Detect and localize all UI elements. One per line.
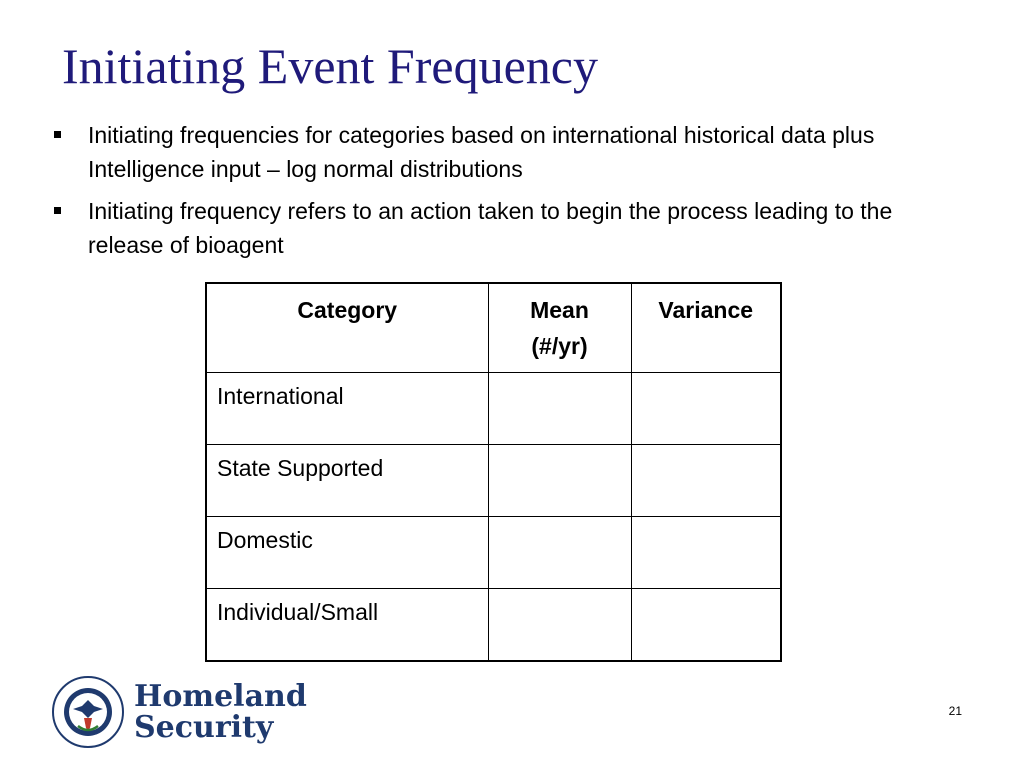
bullet-text: Initiating frequencies for categories based on international historical data plus Intelligence input – log normal distributions: [88, 122, 875, 182]
header-mean-label: Mean: [530, 297, 589, 323]
cell-mean: [488, 373, 631, 445]
slide-title: Initiating Event Frequency: [62, 38, 598, 94]
cell-category: International: [206, 373, 488, 445]
cell-variance: [631, 445, 781, 517]
cell-variance: [631, 589, 781, 661]
cell-variance: [631, 517, 781, 589]
cell-category: Individual/Small: [206, 589, 488, 661]
table-row: [206, 373, 781, 445]
homeland-security-logo: [52, 676, 307, 748]
bullet-item: [54, 118, 974, 186]
table-row: [206, 517, 781, 589]
dhs-seal-icon: [52, 676, 124, 748]
square-bullet-icon: [54, 207, 61, 214]
logo-line-homeland: Homeland: [134, 679, 307, 714]
header-variance: Variance: [631, 283, 781, 373]
header-category: Category: [206, 283, 488, 373]
logo-line-security: Security: [134, 710, 274, 745]
cell-category: State Supported: [206, 445, 488, 517]
cell-mean: [488, 517, 631, 589]
cell-mean: [488, 445, 631, 517]
page-number: 21: [948, 704, 962, 718]
header-mean: [488, 283, 631, 373]
table-row: [206, 445, 781, 517]
cell-mean: [488, 589, 631, 661]
table-row: [206, 589, 781, 661]
bullet-text: Initiating frequency refers to an action taken to begin the process leading to the release of bioagent: [88, 198, 893, 258]
bullet-list: [54, 118, 974, 270]
header-mean-unit: (#/yr): [531, 333, 588, 359]
cell-category: Domestic: [206, 517, 488, 589]
frequency-table: [205, 282, 782, 662]
bullet-item: [54, 194, 974, 262]
logo-wordmark: [134, 681, 307, 743]
square-bullet-icon: [54, 131, 61, 138]
table-header-row: [206, 283, 781, 373]
cell-variance: [631, 373, 781, 445]
